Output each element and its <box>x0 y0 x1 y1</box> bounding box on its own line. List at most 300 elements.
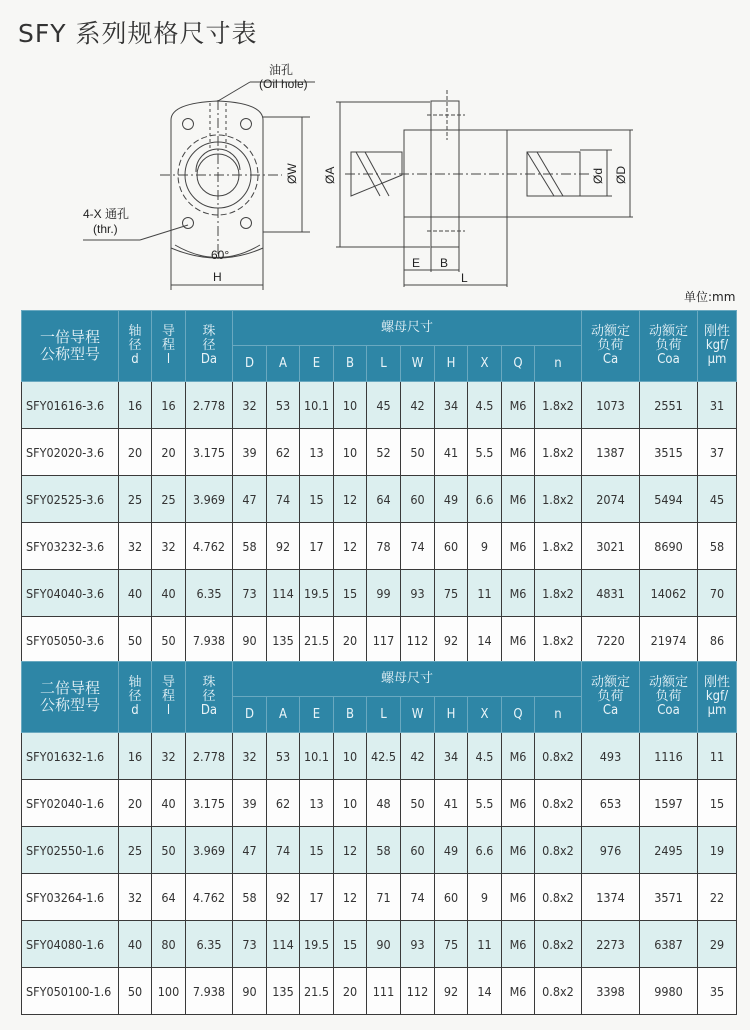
value-cell: M6 <box>502 429 535 476</box>
shaft-dia-header-line: 轴 <box>128 324 142 339</box>
value-cell: 111 <box>367 968 401 1015</box>
table-row <box>22 780 737 827</box>
value-cell: 12 <box>334 827 367 874</box>
lead-header <box>152 662 186 733</box>
value-cell: 15 <box>300 827 334 874</box>
value-cell: 135 <box>267 617 300 664</box>
value-cell: 15 <box>300 476 334 523</box>
dynamic-load-header-line: 负荷 <box>597 338 624 353</box>
value-cell: 3.175 <box>186 780 233 827</box>
dim-l-label: L <box>461 271 468 285</box>
oil-hole-label-en: (Oil hole) <box>259 77 308 91</box>
value-cell: M6 <box>502 523 535 570</box>
value-cell: 41 <box>435 429 468 476</box>
value-cell: 6.35 <box>186 921 233 968</box>
value-cell: 11 <box>698 733 737 780</box>
value-cell: 52 <box>367 429 401 476</box>
value-cell: 10.1 <box>300 733 334 780</box>
static-load-header <box>640 662 698 733</box>
model-cell: SFY05050-3.6 <box>22 617 119 664</box>
value-cell: 74 <box>401 523 435 570</box>
dim-h-label: H <box>213 270 222 284</box>
model-cell: SFY01616-3.6 <box>22 382 119 429</box>
value-cell: 10 <box>334 780 367 827</box>
nut-col-header-q: Q <box>502 697 535 733</box>
value-cell: 2495 <box>640 827 698 874</box>
nut-col-header-n: n <box>535 346 582 382</box>
value-cell: 31 <box>698 382 737 429</box>
unit-label: 单位:mm <box>684 290 736 304</box>
value-cell: 58 <box>698 523 737 570</box>
value-cell: 2.778 <box>186 733 233 780</box>
value-cell: 37 <box>698 429 737 476</box>
shaft-dia-header <box>119 662 152 733</box>
value-cell: 60 <box>401 476 435 523</box>
stiffness-header-line: kgf/ <box>705 338 729 353</box>
value-cell: 4.762 <box>186 874 233 921</box>
value-cell: 19.5 <box>300 921 334 968</box>
value-cell: 20 <box>119 780 152 827</box>
value-cell: M6 <box>502 617 535 664</box>
value-cell: M6 <box>502 827 535 874</box>
model-header-line: 二倍导程 <box>39 679 100 697</box>
value-cell: 21.5 <box>300 617 334 664</box>
value-cell: 10 <box>334 429 367 476</box>
value-cell: 80 <box>152 921 186 968</box>
value-cell: 50 <box>401 429 435 476</box>
ball-dia-header-line: Da <box>200 352 218 367</box>
value-cell: 25 <box>119 827 152 874</box>
nut-col-header-x: X <box>468 346 502 382</box>
dynamic-load-header-line: 动额定 <box>590 324 630 339</box>
value-cell: 1.8x2 <box>535 570 582 617</box>
static-load-header-line: 负荷 <box>655 689 682 704</box>
value-cell: 1387 <box>582 429 640 476</box>
table-row <box>22 429 737 476</box>
value-cell: 60 <box>401 827 435 874</box>
value-cell: 25 <box>152 476 186 523</box>
table-row <box>22 874 737 921</box>
value-cell: 86 <box>698 617 737 664</box>
thru-hole-label-en: (thr.) <box>93 222 118 236</box>
spec-table-single-lead <box>21 310 737 664</box>
value-cell: 6.35 <box>186 570 233 617</box>
value-cell: 19 <box>698 827 737 874</box>
value-cell: M6 <box>502 874 535 921</box>
value-cell: 16 <box>119 382 152 429</box>
value-cell: 117 <box>367 617 401 664</box>
value-cell: 1073 <box>582 382 640 429</box>
model-cell: SFY03264-1.6 <box>22 874 119 921</box>
value-cell: 20 <box>334 968 367 1015</box>
angle-label: 60° <box>211 248 230 262</box>
value-cell: M6 <box>502 733 535 780</box>
value-cell: 112 <box>401 617 435 664</box>
value-cell: 25 <box>119 476 152 523</box>
model-cell: SFY01632-1.6 <box>22 733 119 780</box>
lead-header-line: l <box>166 703 171 718</box>
value-cell: 21.5 <box>300 968 334 1015</box>
value-cell: 42.5 <box>367 733 401 780</box>
nut-col-header-h: H <box>435 697 468 733</box>
value-cell: 53 <box>267 382 300 429</box>
model-cell: SFY03232-3.6 <box>22 523 119 570</box>
value-cell: 17 <box>300 523 334 570</box>
value-cell: 10 <box>334 733 367 780</box>
value-cell: 976 <box>582 827 640 874</box>
nut-col-header-a: A <box>267 697 300 733</box>
static-load-header-line: 负荷 <box>655 338 682 353</box>
value-cell: 50 <box>152 827 186 874</box>
model-cell: SFY02020-3.6 <box>22 429 119 476</box>
value-cell: 74 <box>267 476 300 523</box>
value-cell: 73 <box>233 570 267 617</box>
value-cell: 8690 <box>640 523 698 570</box>
value-cell: 1.8x2 <box>535 382 582 429</box>
value-cell: 1.8x2 <box>535 523 582 570</box>
stiffness-header <box>698 311 737 382</box>
value-cell: 1.8x2 <box>535 476 582 523</box>
dynamic-load-header-line: 负荷 <box>597 689 624 704</box>
value-cell: 92 <box>267 523 300 570</box>
value-cell: 40 <box>152 570 186 617</box>
value-cell: 32 <box>233 382 267 429</box>
value-cell: 12 <box>334 523 367 570</box>
value-cell: 40 <box>119 570 152 617</box>
spec-table-double-lead <box>21 661 737 1015</box>
value-cell: 2.778 <box>186 382 233 429</box>
value-cell: 42 <box>401 733 435 780</box>
value-cell: 2273 <box>582 921 640 968</box>
value-cell: 20 <box>152 429 186 476</box>
value-cell: 29 <box>698 921 737 968</box>
value-cell: M6 <box>502 968 535 1015</box>
stiffness-header-line: 刚性 <box>703 675 730 690</box>
value-cell: M6 <box>502 382 535 429</box>
lead-header <box>152 311 186 382</box>
dynamic-load-header <box>582 662 640 733</box>
shaft-dia-header <box>119 311 152 382</box>
value-cell: 20 <box>119 429 152 476</box>
dynamic-load-header-line: 动额定 <box>590 675 630 690</box>
table-row <box>22 523 737 570</box>
value-cell: 41 <box>435 780 468 827</box>
stiffness-header-line: kgf/ <box>705 689 729 704</box>
value-cell: 90 <box>233 968 267 1015</box>
model-header <box>22 311 119 382</box>
dynamic-load-header <box>582 311 640 382</box>
value-cell: 13 <box>300 429 334 476</box>
static-load-header <box>640 311 698 382</box>
value-cell: 60 <box>435 874 468 921</box>
nut-col-header-q: Q <box>502 346 535 382</box>
nut-col-header-b: B <box>334 697 367 733</box>
value-cell: 34 <box>435 382 468 429</box>
nut-col-header-l: L <box>367 697 401 733</box>
value-cell: 15 <box>334 921 367 968</box>
value-cell: 493 <box>582 733 640 780</box>
value-cell: 93 <box>401 921 435 968</box>
value-cell: 9 <box>468 874 502 921</box>
value-cell: 75 <box>435 921 468 968</box>
value-cell: 7220 <box>582 617 640 664</box>
value-cell: 9 <box>468 523 502 570</box>
value-cell: 47 <box>233 827 267 874</box>
shaft-dia-header-line: 径 <box>128 689 142 704</box>
value-cell: 0.8x2 <box>535 733 582 780</box>
value-cell: 0.8x2 <box>535 921 582 968</box>
lead-header-line: l <box>166 352 171 367</box>
value-cell: 39 <box>233 780 267 827</box>
value-cell: 58 <box>233 874 267 921</box>
table-row <box>22 476 737 523</box>
nut-col-header-b: B <box>334 346 367 382</box>
value-cell: 93 <box>401 570 435 617</box>
stiffness-header <box>698 662 737 733</box>
value-cell: 75 <box>435 570 468 617</box>
value-cell: M6 <box>502 570 535 617</box>
value-cell: 40 <box>152 780 186 827</box>
value-cell: 32 <box>119 523 152 570</box>
nut-col-header-e: E <box>300 346 334 382</box>
ball-dia-header <box>186 662 233 733</box>
nut-dims-header: 螺母尺寸 <box>233 662 582 697</box>
stiffness-header-line: μm <box>707 703 727 718</box>
value-cell: 100 <box>152 968 186 1015</box>
value-cell: 42 <box>401 382 435 429</box>
dynamic-load-header-line: Ca <box>602 703 619 718</box>
value-cell: 3.969 <box>186 476 233 523</box>
ball-dia-header-line: Da <box>200 703 218 718</box>
model-header-line: 公称型号 <box>39 696 100 714</box>
value-cell: 0.8x2 <box>535 827 582 874</box>
value-cell: 74 <box>267 827 300 874</box>
value-cell: 6.6 <box>468 476 502 523</box>
stiffness-header-line: 刚性 <box>703 324 730 339</box>
value-cell: 92 <box>267 874 300 921</box>
model-cell: SFY02550-1.6 <box>22 827 119 874</box>
stiffness-header-line: μm <box>707 352 727 367</box>
value-cell: 1.8x2 <box>535 617 582 664</box>
value-cell: 7.938 <box>186 617 233 664</box>
model-cell: SFY02040-1.6 <box>22 780 119 827</box>
nut-col-header-x: X <box>468 697 502 733</box>
ball-dia-header-line: 径 <box>202 689 216 704</box>
table-row <box>22 827 737 874</box>
value-cell: 1597 <box>640 780 698 827</box>
value-cell: 58 <box>367 827 401 874</box>
value-cell: 73 <box>233 921 267 968</box>
static-load-header-line: 动额定 <box>648 675 688 690</box>
value-cell: 135 <box>267 968 300 1015</box>
value-cell: 114 <box>267 570 300 617</box>
value-cell: 32 <box>119 874 152 921</box>
value-cell: 9980 <box>640 968 698 1015</box>
value-cell: 5.5 <box>468 429 502 476</box>
value-cell: 4.5 <box>468 382 502 429</box>
value-cell: 48 <box>367 780 401 827</box>
ball-nut-drawing <box>0 50 750 300</box>
model-cell: SFY02525-3.6 <box>22 476 119 523</box>
value-cell: 12 <box>334 874 367 921</box>
value-cell: 62 <box>267 780 300 827</box>
table-row <box>22 382 737 429</box>
model-cell: SFY04040-3.6 <box>22 570 119 617</box>
value-cell: 112 <box>401 968 435 1015</box>
shaft-dia-header-line: 轴 <box>128 675 142 690</box>
value-cell: 16 <box>119 733 152 780</box>
lead-header-line: 程 <box>161 338 175 353</box>
value-cell: 1116 <box>640 733 698 780</box>
value-cell: 15 <box>698 780 737 827</box>
dim-w-label: ØW <box>285 163 299 184</box>
value-cell: 74 <box>401 874 435 921</box>
value-cell: 22 <box>698 874 737 921</box>
value-cell: 53 <box>267 733 300 780</box>
lead-header-line: 程 <box>161 689 175 704</box>
value-cell: 11 <box>468 570 502 617</box>
value-cell: 64 <box>367 476 401 523</box>
value-cell: 6.6 <box>468 827 502 874</box>
value-cell: 2551 <box>640 382 698 429</box>
value-cell: 62 <box>267 429 300 476</box>
oil-hole-label-cn: 油孔 <box>269 63 294 77</box>
value-cell: 50 <box>119 617 152 664</box>
value-cell: 40 <box>119 921 152 968</box>
value-cell: M6 <box>502 780 535 827</box>
value-cell: 47 <box>233 476 267 523</box>
value-cell: 90 <box>367 921 401 968</box>
value-cell: 71 <box>367 874 401 921</box>
model-header-line: 公称型号 <box>39 345 100 363</box>
value-cell: 3.969 <box>186 827 233 874</box>
nut-col-header-n: n <box>535 697 582 733</box>
value-cell: 10.1 <box>300 382 334 429</box>
value-cell: 2074 <box>582 476 640 523</box>
value-cell: 60 <box>435 523 468 570</box>
ball-dia-header-line: 径 <box>202 338 216 353</box>
nut-col-header-d: D <box>233 697 267 733</box>
value-cell: 13 <box>300 780 334 827</box>
value-cell: 90 <box>233 617 267 664</box>
value-cell: 49 <box>435 476 468 523</box>
static-load-header-line: Coa <box>657 352 680 367</box>
lead-header-line: 导 <box>161 324 175 339</box>
value-cell: 32 <box>152 733 186 780</box>
table-row <box>22 570 737 617</box>
dim-b-label: B <box>440 256 449 270</box>
page-title: SFY 系列规格尺寸表 <box>18 19 258 48</box>
value-cell: 50 <box>401 780 435 827</box>
value-cell: 6387 <box>640 921 698 968</box>
value-cell: 12 <box>334 476 367 523</box>
nut-col-header-h: H <box>435 346 468 382</box>
model-cell: SFY04080-1.6 <box>22 921 119 968</box>
value-cell: 21974 <box>640 617 698 664</box>
shaft-dia-header-line: d <box>131 352 139 367</box>
value-cell: 17 <box>300 874 334 921</box>
value-cell: 35 <box>698 968 737 1015</box>
table-row <box>22 617 737 664</box>
value-cell: 3515 <box>640 429 698 476</box>
value-cell: 3021 <box>582 523 640 570</box>
table-row <box>22 733 737 780</box>
value-cell: 11 <box>468 921 502 968</box>
value-cell: 50 <box>119 968 152 1015</box>
value-cell: 7.938 <box>186 968 233 1015</box>
value-cell: 10 <box>334 382 367 429</box>
ball-dia-header <box>186 311 233 382</box>
value-cell: 1374 <box>582 874 640 921</box>
value-cell: 15 <box>334 570 367 617</box>
model-header <box>22 662 119 733</box>
nut-col-header-e: E <box>300 697 334 733</box>
ball-dia-header-line: 珠 <box>202 324 216 339</box>
table-row <box>22 968 737 1015</box>
value-cell: 3398 <box>582 968 640 1015</box>
static-load-header-line: Coa <box>657 703 680 718</box>
shaft-dia-header-line: 径 <box>128 338 142 353</box>
value-cell: 4831 <box>582 570 640 617</box>
value-cell: M6 <box>502 921 535 968</box>
value-cell: 5.5 <box>468 780 502 827</box>
value-cell: 0.8x2 <box>535 968 582 1015</box>
value-cell: 16 <box>152 382 186 429</box>
value-cell: 78 <box>367 523 401 570</box>
value-cell: 0.8x2 <box>535 780 582 827</box>
value-cell: 0.8x2 <box>535 874 582 921</box>
nut-col-header-a: A <box>267 346 300 382</box>
value-cell: 4.5 <box>468 733 502 780</box>
dim-big-d-label: ØD <box>614 166 628 184</box>
lead-header-line: 导 <box>161 675 175 690</box>
table-row <box>22 921 737 968</box>
value-cell: 3571 <box>640 874 698 921</box>
value-cell: 32 <box>152 523 186 570</box>
value-cell: 5494 <box>640 476 698 523</box>
value-cell: 92 <box>435 617 468 664</box>
value-cell: 14 <box>468 968 502 1015</box>
value-cell: 49 <box>435 827 468 874</box>
model-header-line: 一倍导程 <box>39 328 100 346</box>
dim-a-label: ØA <box>323 166 337 184</box>
dim-d-label: Ød <box>591 167 605 184</box>
value-cell: 99 <box>367 570 401 617</box>
value-cell: 70 <box>698 570 737 617</box>
value-cell: 4.762 <box>186 523 233 570</box>
value-cell: 3.175 <box>186 429 233 476</box>
value-cell: M6 <box>502 476 535 523</box>
value-cell: 19.5 <box>300 570 334 617</box>
shaft-dia-header-line: d <box>131 703 139 718</box>
value-cell: 653 <box>582 780 640 827</box>
nut-col-header-w: W <box>401 697 435 733</box>
static-load-header-line: 动额定 <box>648 324 688 339</box>
nut-col-header-w: W <box>401 346 435 382</box>
dynamic-load-header-line: Ca <box>602 352 619 367</box>
value-cell: 39 <box>233 429 267 476</box>
value-cell: 14 <box>468 617 502 664</box>
nut-dims-header: 螺母尺寸 <box>233 311 582 346</box>
value-cell: 92 <box>435 968 468 1015</box>
thru-hole-label-cn: 4-X 通孔 <box>83 207 130 221</box>
value-cell: 64 <box>152 874 186 921</box>
value-cell: 34 <box>435 733 468 780</box>
value-cell: 32 <box>233 733 267 780</box>
value-cell: 20 <box>334 617 367 664</box>
nut-col-header-l: L <box>367 346 401 382</box>
value-cell: 45 <box>367 382 401 429</box>
